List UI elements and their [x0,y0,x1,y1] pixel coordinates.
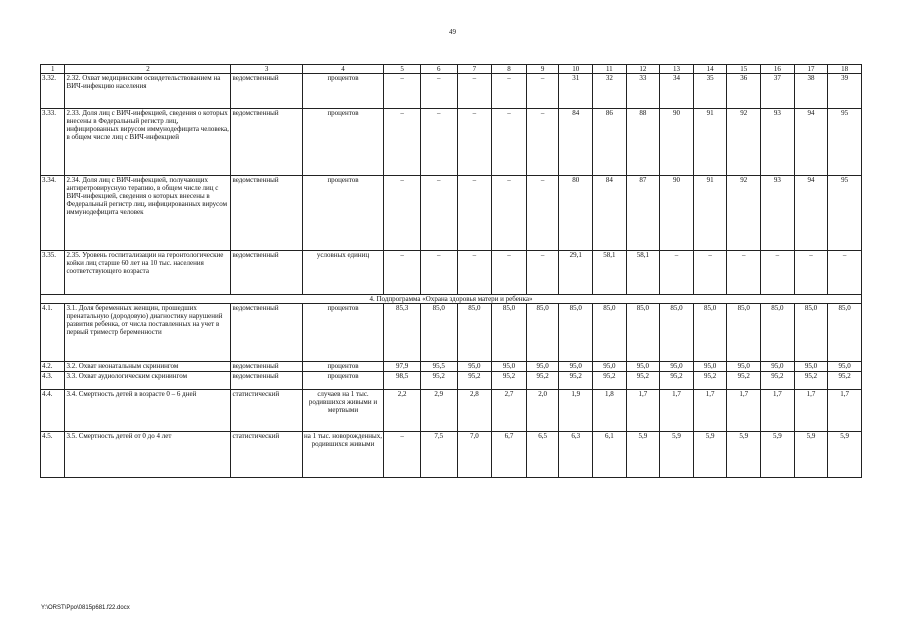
indicator-value: 95,2 [559,372,593,390]
row-number: 4.2. [41,362,65,372]
indicator-value: 1,7 [626,390,660,432]
indicator-value: 38 [794,74,828,109]
indicator-value: 5,9 [660,432,694,478]
unit-of-measure: на 1 тыс. новорожденных, родившихся живыми [302,432,383,478]
indicator-value: 95,2 [420,372,457,390]
indicator-value: 91 [693,109,727,176]
row-number: 4.5. [41,432,65,478]
indicator-value: – [457,251,492,295]
indicator-value: 33 [626,74,660,109]
indicator-value: 95,0 [559,362,593,372]
data-source: ведомственный [231,372,302,390]
unit-of-measure: процентов [302,362,383,372]
indicator-value: 34 [660,74,694,109]
indicator-value: – [384,109,421,176]
indicator-name: 3.1. Доля беременных женщин, прошедших пренатальную (дородовую) диагностику нарушений развития ребенка, от числа поставленных на учет в первый триместр беременности [65,304,231,362]
row-number: 3.35. [41,251,65,295]
indicator-name: 3.2. Охват неонатальным скринингом [65,362,231,372]
indicator-value: – [526,176,559,251]
indicator-value: 85,0 [526,304,559,362]
indicator-value: 85,0 [794,304,828,362]
header-row [41,65,862,74]
column-number: 12 [626,65,660,74]
indicator-name: 2.35. Уровень госпитализации на геронтологические койки лиц старше 60 лет на 10 тыс. населения соответствующего возраста [65,251,231,295]
indicator-name: 2.32. Охват медицинским освидетельствованием на ВИЧ-инфекцию населения [65,74,231,109]
data-source: ведомственный [231,362,302,372]
table-row [41,109,862,176]
row-number: 4.3. [41,372,65,390]
indicator-value: – [384,251,421,295]
indicator-value: – [457,109,492,176]
indicator-value: 85,0 [828,304,862,362]
indicator-value: 80 [559,176,593,251]
table-row [41,251,862,295]
table-row [41,74,862,109]
indicator-value: 95,2 [828,372,862,390]
column-number: 17 [794,65,828,74]
indicator-value: – [526,109,559,176]
section-row [41,295,862,304]
indicator-value: 95,2 [660,372,694,390]
indicator-value: 95,2 [526,372,559,390]
indicator-value: 6,5 [526,432,559,478]
unit-of-measure: условных единиц [302,251,383,295]
data-source: ведомственный [231,251,302,295]
indicator-value: 6,3 [559,432,593,478]
indicator-value: 91 [693,176,727,251]
unit-of-measure: случаев на 1 тыс. родившихся живыми и мертвыми [302,390,383,432]
indicator-value: – [420,74,457,109]
indicator-value: 95,0 [727,362,761,372]
indicator-value: 95,2 [727,372,761,390]
indicator-value: 88 [626,109,660,176]
indicator-value: – [761,251,795,295]
indicator-value: 35 [693,74,727,109]
file-path-footer: Y:\ORST\Ppo\0815p681.f22.docx [41,605,130,611]
column-number: 8 [492,65,527,74]
table-row [41,372,862,390]
data-source: ведомственный [231,74,302,109]
indicator-value: 6,7 [492,432,527,478]
indicator-name: 3.4. Смертность детей в возрасте 0 – 6 дней [65,390,231,432]
indicator-value: 98,5 [384,372,421,390]
row-number: 4.4. [41,390,65,432]
indicator-value: 90 [660,176,694,251]
unit-of-measure: процентов [302,74,383,109]
indicator-value: 94 [794,109,828,176]
indicator-value: 95,0 [660,362,694,372]
indicator-value: 29,1 [559,251,593,295]
indicator-value: 2,0 [526,390,559,432]
indicator-value: 86 [593,109,627,176]
table-row [41,304,862,362]
row-number: 3.33. [41,109,65,176]
indicator-value: 5,9 [727,432,761,478]
indicator-value: 58,1 [593,251,627,295]
indicator-value: 95,5 [420,362,457,372]
table-row [41,432,862,478]
indicator-value: 1,7 [693,390,727,432]
indicator-value: – [794,251,828,295]
indicator-value: 37 [761,74,795,109]
column-number: 5 [384,65,421,74]
indicator-value: 84 [559,109,593,176]
indicator-name: 2.33. Доля лиц с ВИЧ-инфекцией, сведения о которых внесены в Федеральный регистр лиц, инфицированных вирусом иммунодефицита человека, в общем числе лиц с ВИЧ-инфекцией [65,109,231,176]
indicator-value: 95,2 [593,372,627,390]
indicator-value: – [420,109,457,176]
indicator-value: 85,3 [384,304,421,362]
indicator-value: 95,2 [492,372,527,390]
column-number: 1 [41,65,65,74]
indicator-value: 85,0 [626,304,660,362]
indicator-value: – [420,176,457,251]
indicator-value: 95,2 [693,372,727,390]
indicator-value: 2,8 [457,390,492,432]
indicator-value: 85,0 [593,304,627,362]
indicator-value: 5,9 [794,432,828,478]
indicator-value: 95,0 [526,362,559,372]
indicator-value: – [828,251,862,295]
unit-of-measure: процентов [302,304,383,362]
column-number: 3 [231,65,302,74]
indicator-value: 85,0 [727,304,761,362]
indicator-value: – [457,176,492,251]
column-number: 4 [302,65,383,74]
indicator-value: 85,0 [693,304,727,362]
unit-of-measure: процентов [302,176,383,251]
indicator-value: 5,9 [761,432,795,478]
indicator-value: 85,0 [457,304,492,362]
indicator-value: – [727,251,761,295]
column-number: 10 [559,65,593,74]
indicator-value: 2,2 [384,390,421,432]
column-number: 9 [526,65,559,74]
indicator-value: 5,9 [693,432,727,478]
unit-of-measure: процентов [302,109,383,176]
indicator-value: 95,0 [693,362,727,372]
indicator-value: 95,0 [761,362,795,372]
row-number: 3.32. [41,74,65,109]
indicator-value: 85,0 [761,304,795,362]
indicator-value: – [384,432,421,478]
indicator-value: 92 [727,176,761,251]
indicator-value: 85,0 [660,304,694,362]
data-source: статистический [231,432,302,478]
data-source: статистический [231,390,302,432]
column-number: 15 [727,65,761,74]
column-number: 16 [761,65,795,74]
column-number: 18 [828,65,862,74]
indicator-value: 95 [828,176,862,251]
indicator-value: – [526,74,559,109]
indicator-name: 3.3. Охват аудиологическим скринингом [65,372,231,390]
indicator-value: 90 [660,109,694,176]
row-number: 4.1. [41,304,65,362]
row-number: 3.34. [41,176,65,251]
indicator-value: 2,9 [420,390,457,432]
indicator-value: 95,0 [492,362,527,372]
indicator-value: 1,9 [559,390,593,432]
indicator-value: 95,0 [828,362,862,372]
indicator-value: 95,2 [626,372,660,390]
indicator-name: 3.5. Смертность детей от 0 до 4 лет [65,432,231,478]
indicator-value: 7,5 [420,432,457,478]
indicator-value: – [693,251,727,295]
indicator-value: 92 [727,109,761,176]
section-title: 4. Подпрограмма «Охрана здоровья матери и ребенка» [41,295,862,304]
data-source: ведомственный [231,176,302,251]
indicator-value: 95,2 [794,372,828,390]
indicator-value: 95,2 [457,372,492,390]
data-source: ведомственный [231,109,302,176]
indicator-value: 1,7 [761,390,795,432]
column-number: 14 [693,65,727,74]
indicator-name: 2.34. Доля лиц с ВИЧ-инфекцией, получающих антиретровирусную терапию, в общем числе лиц с ВИЧ-инфекцией, сведения о которых внесены в Федеральный регистр лиц, инфицированных вирусом иммунодефицита человек [65,176,231,251]
indicator-value: 1,8 [593,390,627,432]
indicator-value: 39 [828,74,862,109]
indicator-value: 31 [559,74,593,109]
indicator-value: 1,7 [660,390,694,432]
indicator-value: – [492,176,527,251]
indicator-value: – [384,176,421,251]
indicator-value: 95 [828,109,862,176]
indicator-value: – [660,251,694,295]
indicator-value: 95,2 [761,372,795,390]
indicator-value: 32 [593,74,627,109]
data-source: ведомственный [231,304,302,362]
indicator-value: – [492,74,527,109]
indicator-value: 6,1 [593,432,627,478]
indicator-value: 36 [727,74,761,109]
indicator-value: 95,0 [593,362,627,372]
indicator-value: – [492,251,527,295]
indicator-value: 84 [593,176,627,251]
indicator-value: 93 [761,109,795,176]
indicator-value: 95,0 [794,362,828,372]
indicator-value: 93 [761,176,795,251]
indicator-value: 1,7 [727,390,761,432]
table-row [41,390,862,432]
indicator-value: 1,7 [794,390,828,432]
indicator-value: 85,0 [559,304,593,362]
indicator-value: 1,7 [828,390,862,432]
unit-of-measure: процентов [302,372,383,390]
indicator-value: 94 [794,176,828,251]
table-row [41,362,862,372]
indicator-value: – [492,109,527,176]
column-number: 7 [457,65,492,74]
indicator-value: 87 [626,176,660,251]
indicator-value: 85,0 [420,304,457,362]
column-number: 2 [65,65,231,74]
indicator-value: 95,0 [626,362,660,372]
indicator-value: – [384,74,421,109]
table-row [41,176,862,251]
indicator-value: 97,9 [384,362,421,372]
indicator-value: – [526,251,559,295]
indicator-value: – [420,251,457,295]
indicator-value: 58,1 [626,251,660,295]
indicator-value: 5,9 [626,432,660,478]
indicator-value: 2,7 [492,390,527,432]
indicator-value: 5,9 [828,432,862,478]
column-number: 6 [420,65,457,74]
indicator-value: 85,0 [492,304,527,362]
indicator-value: 7,0 [457,432,492,478]
indicator-value: – [457,74,492,109]
column-number: 13 [660,65,694,74]
page-number: 49 [449,28,456,36]
indicators-table [40,64,862,478]
indicator-value: 95,0 [457,362,492,372]
column-number: 11 [593,65,627,74]
